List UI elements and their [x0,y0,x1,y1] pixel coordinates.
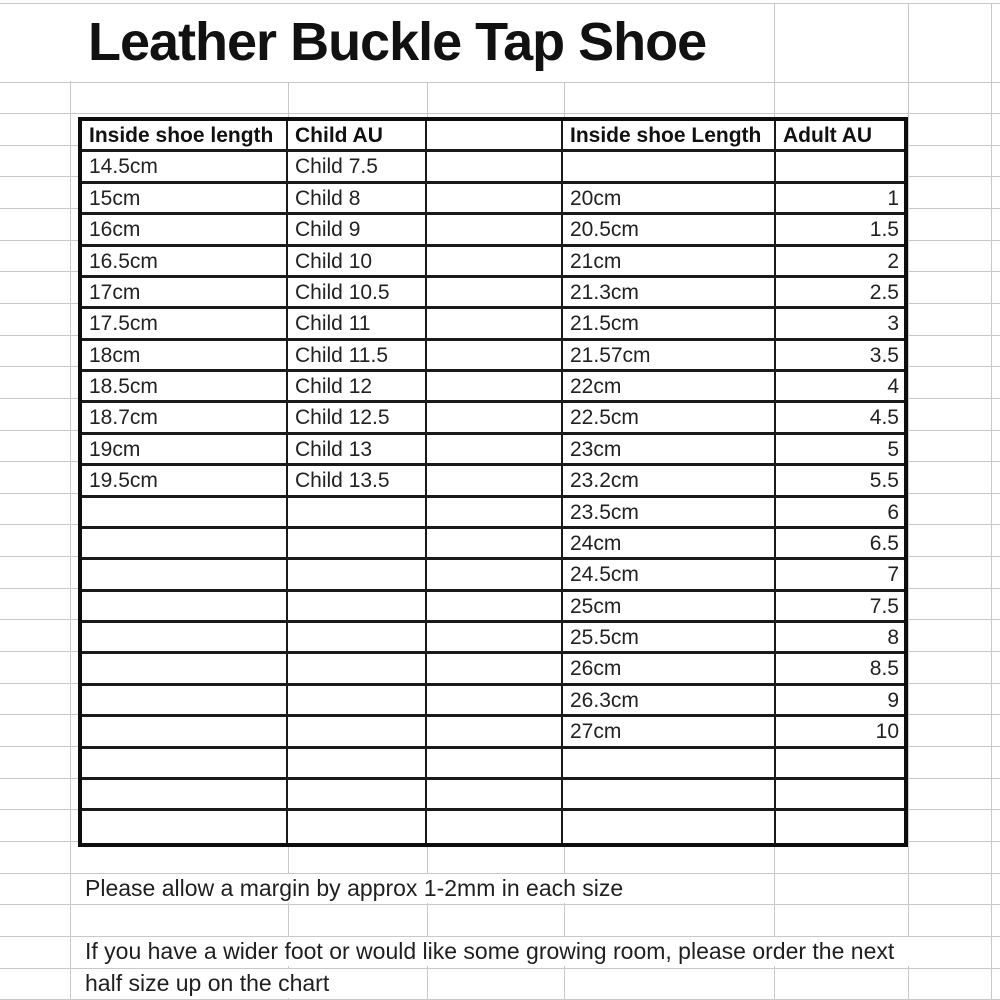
cell: 21cm [563,247,776,278]
cell: 21.57cm [563,341,776,372]
cell [288,654,427,685]
cell: 21.3cm [563,278,776,309]
cell: Child 10 [288,247,427,278]
cell: 14.5cm [82,152,288,183]
cell [427,623,563,654]
cell: 3.5 [776,341,904,372]
cell [427,686,563,717]
cell: 22.5cm [563,403,776,434]
cell: 5.5 [776,466,904,497]
grid-line-vertical [70,3,71,1000]
cell [776,749,904,780]
cell: Child 7.5 [288,152,427,183]
cell: 25.5cm [563,623,776,654]
cell: 19cm [82,435,288,466]
cell [288,560,427,591]
cell [563,780,776,811]
cell [563,152,776,183]
cell: 5 [776,435,904,466]
cell: 19.5cm [82,466,288,497]
header-cell: Child AU [288,121,427,152]
cell: 6.5 [776,529,904,560]
cell [288,749,427,780]
cell: 15cm [82,184,288,215]
cell: 4.5 [776,403,904,434]
cell: 25cm [563,592,776,623]
cell [427,498,563,529]
cell [427,152,563,183]
cell [776,780,904,811]
cell [288,592,427,623]
cell: Child 8 [288,184,427,215]
cell [427,466,563,497]
cell [288,529,427,560]
cell: Child 12 [288,372,427,403]
cell: 7.5 [776,592,904,623]
cell [427,529,563,560]
cell: 2 [776,247,904,278]
cell [427,341,563,372]
cell [288,686,427,717]
cell [427,560,563,591]
cell: 23.2cm [563,466,776,497]
header-cell: Adult AU [776,121,904,152]
cell: 20.5cm [563,215,776,246]
cell: 26.3cm [563,686,776,717]
header-cell: Inside shoe length [82,121,288,152]
cell [563,811,776,842]
cell [82,811,288,842]
cell [563,749,776,780]
cell: 17.5cm [82,309,288,340]
cell [288,498,427,529]
cell [427,215,563,246]
cell: 26cm [563,654,776,685]
cell [427,780,563,811]
grid-line-vertical [991,3,992,1000]
cell [427,654,563,685]
cell: 3 [776,309,904,340]
cell [427,403,563,434]
header-cell [427,121,563,152]
cell [288,623,427,654]
cell [82,623,288,654]
cell [82,654,288,685]
cell [427,435,563,466]
cell: 18.7cm [82,403,288,434]
cell: 9 [776,686,904,717]
cell [288,717,427,748]
cell [427,749,563,780]
cell: 7 [776,560,904,591]
grid-line-horizontal [0,82,1000,83]
cell: 8.5 [776,654,904,685]
note-wider-foot-line1: If you have a wider foot or would like some growing room, please order the next [72,937,986,966]
cell [82,749,288,780]
grid-line-horizontal [0,113,1000,114]
cell: 10 [776,717,904,748]
cell [82,560,288,591]
cell [776,152,904,183]
cell [82,498,288,529]
cell [776,811,904,842]
note-size-margin: Please allow a margin by approx 1-2mm in each size [72,874,772,903]
cell: Child 9 [288,215,427,246]
cell [82,686,288,717]
cell: 16cm [82,215,288,246]
cell [82,717,288,748]
cell [427,278,563,309]
cell: 17cm [82,278,288,309]
header-cell: Inside shoe Length [563,121,776,152]
cell: 20cm [563,184,776,215]
cell: 18cm [82,341,288,372]
cell: 6 [776,498,904,529]
cell: 27cm [563,717,776,748]
grid-line-vertical [908,3,909,1000]
cell: Child 11.5 [288,341,427,372]
cell [288,811,427,842]
cell: Child 12.5 [288,403,427,434]
cell [288,780,427,811]
cell: 24cm [563,529,776,560]
cell: 22cm [563,372,776,403]
cell [427,247,563,278]
cell: 18.5cm [82,372,288,403]
cell: 16.5cm [82,247,288,278]
cell [82,529,288,560]
cell: Child 13 [288,435,427,466]
cell [427,811,563,842]
cell: 23cm [563,435,776,466]
cell [427,717,563,748]
cell: 1.5 [776,215,904,246]
cell: 4 [776,372,904,403]
cell: 24.5cm [563,560,776,591]
cell: 21.5cm [563,309,776,340]
cell: Child 10.5 [288,278,427,309]
cell [82,780,288,811]
cell: Child 11 [288,309,427,340]
cell: 8 [776,623,904,654]
grid-line-horizontal [0,904,1000,905]
cell [427,372,563,403]
cell: 23.5cm [563,498,776,529]
page-title: Leather Buckle Tap Shoe [70,4,774,81]
cell: 1 [776,184,904,215]
cell [427,309,563,340]
cell [427,592,563,623]
cell [82,592,288,623]
cell [427,184,563,215]
cell: Child 13.5 [288,466,427,497]
note-wider-foot-line2: half size up on the chart [72,969,422,998]
size-chart-table [78,117,908,847]
cell: 2.5 [776,278,904,309]
